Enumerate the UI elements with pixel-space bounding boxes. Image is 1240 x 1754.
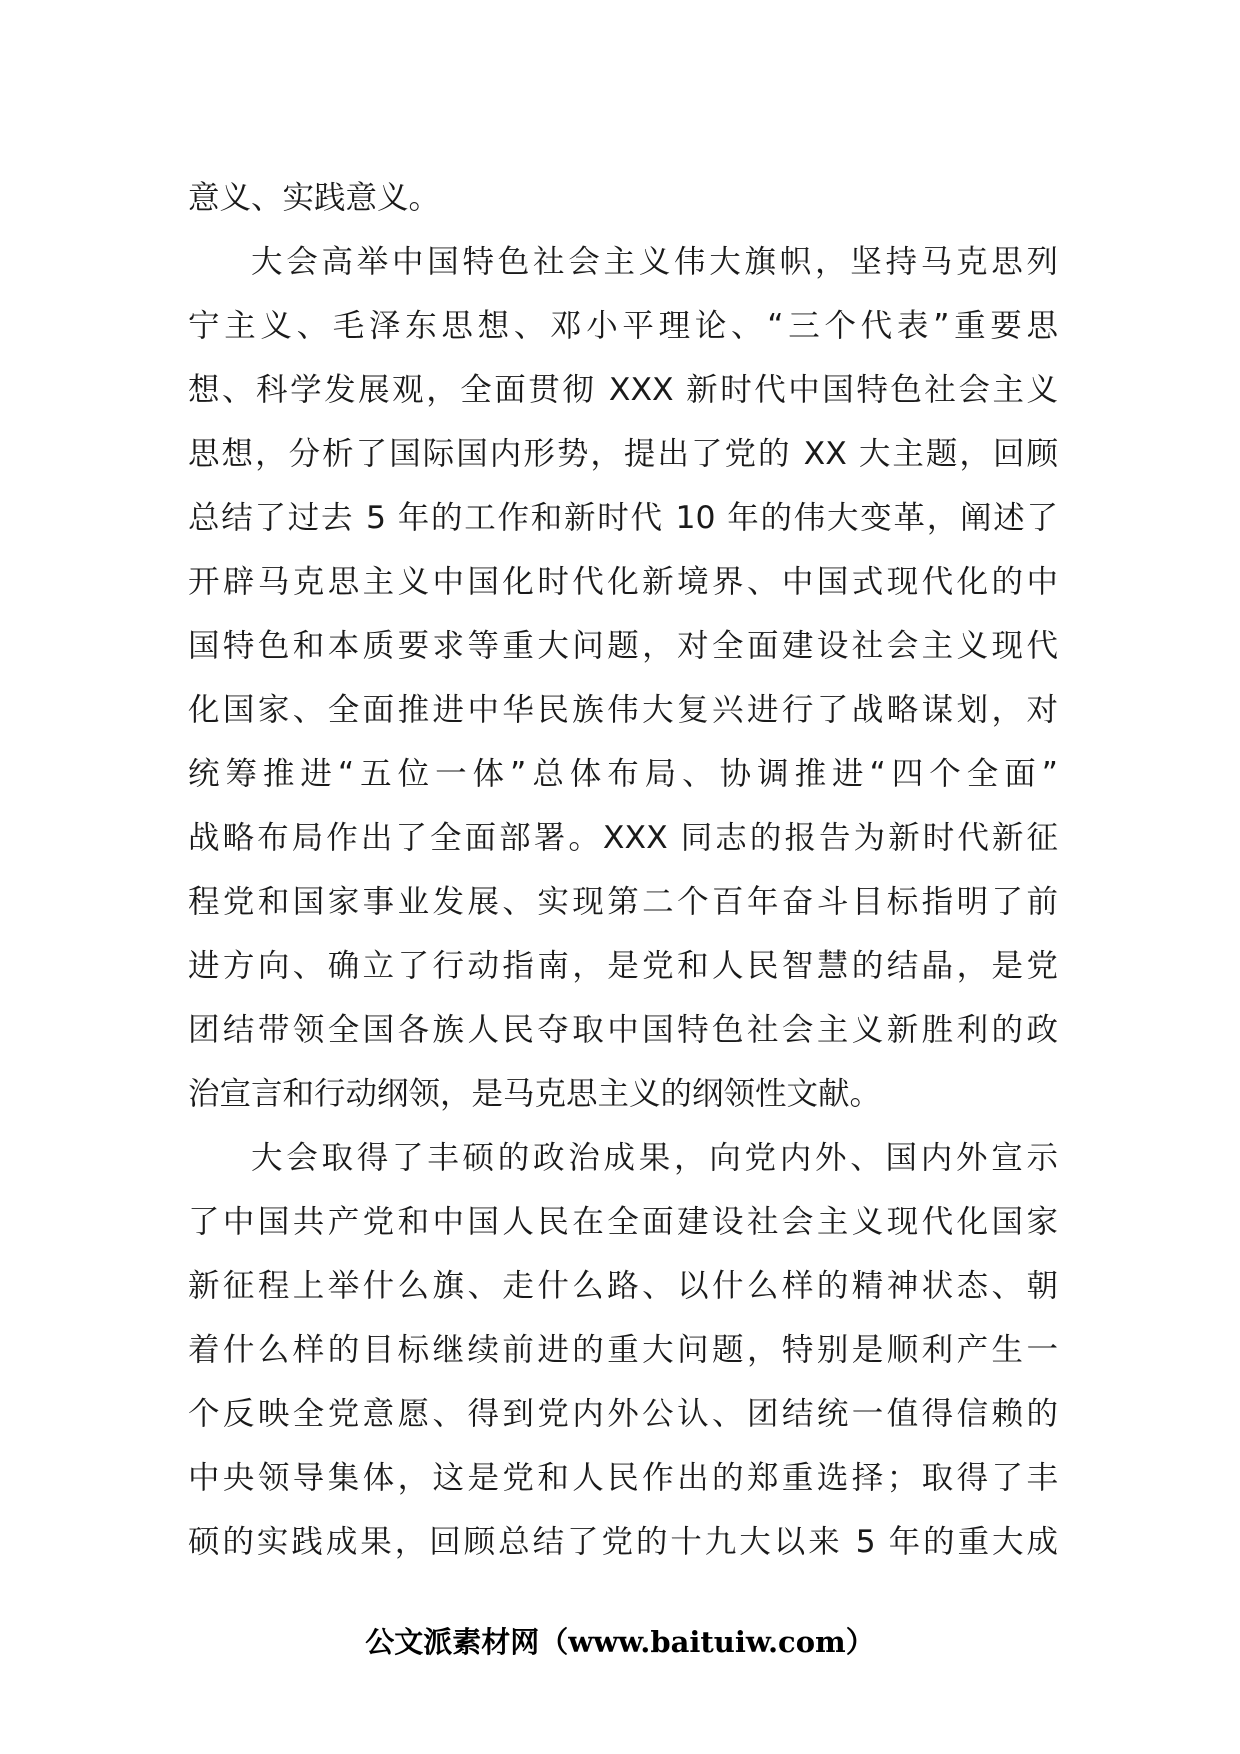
text-line: 宁主义、毛泽东思想、邓小平理论、“三个代表”重要思 <box>188 308 1058 344</box>
text-line: 开辟马克思主义中国化时代化新境界、中国式现代化的中 <box>188 564 1058 600</box>
text-line: 战略布局作出了全面部署。XXX 同志的报告为新时代新征 <box>188 820 1058 856</box>
text-line: 化国家、全面推进中华民族伟大复兴进行了战略谋划，对 <box>188 692 1058 728</box>
text-line: 意义、实践意义。 <box>188 180 441 216</box>
text-line: 了中国共产党和中国人民在全面建设社会主义现代化国家 <box>188 1204 1058 1240</box>
text-line: 想、科学发展观，全面贯彻 XXX 新时代中国特色社会主义 <box>188 372 1058 408</box>
text-line: 国特色和本质要求等重大问题，对全面建设社会主义现代 <box>188 628 1058 664</box>
text-line: 治宣言和行动纲领，是马克思主义的纲领性文献。 <box>188 1076 882 1112</box>
text-line: 思想，分析了国际国内形势，提出了党的 XX 大主题，回顾 <box>188 436 1058 472</box>
text-line: 个反映全党意愿、得到党内外公认、团结统一值得信赖的 <box>188 1396 1058 1432</box>
text-line: 大会高举中国特色社会主义伟大旗帜，坚持马克思列 <box>251 244 1058 280</box>
document-body <box>188 166 1058 1574</box>
text-line: 新征程上举什么旗、走什么路、以什么样的精神状态、朝 <box>188 1268 1058 1304</box>
text-line: 中央领导集体，这是党和人民作出的郑重选择；取得了丰 <box>188 1460 1058 1496</box>
text-line: 团结带领全国各族人民夺取中国特色社会主义新胜利的政 <box>188 1012 1058 1048</box>
text-line: 大会取得了丰硕的政治成果，向党内外、国内外宣示 <box>251 1140 1058 1176</box>
footer-watermark-text: 公文派素材网（www.baituiw.com） <box>365 1625 875 1659</box>
text-line: 进方向、确立了行动指南，是党和人民智慧的结晶，是党 <box>188 948 1058 984</box>
text-line: 总结了过去 5 年的工作和新时代 10 年的伟大变革，阐述了 <box>188 500 1058 536</box>
text-line: 硕的实践成果，回顾总结了党的十九大以来 5 年的重大成 <box>188 1524 1058 1560</box>
text-line: 着什么样的目标继续前进的重大问题，特别是顺利产生一 <box>188 1332 1058 1368</box>
text-line: 统筹推进“五位一体”总体布局、协调推进“四个全面” <box>188 756 1058 792</box>
text-line: 程党和国家事业发展、实现第二个百年奋斗目标指明了前 <box>188 884 1058 920</box>
